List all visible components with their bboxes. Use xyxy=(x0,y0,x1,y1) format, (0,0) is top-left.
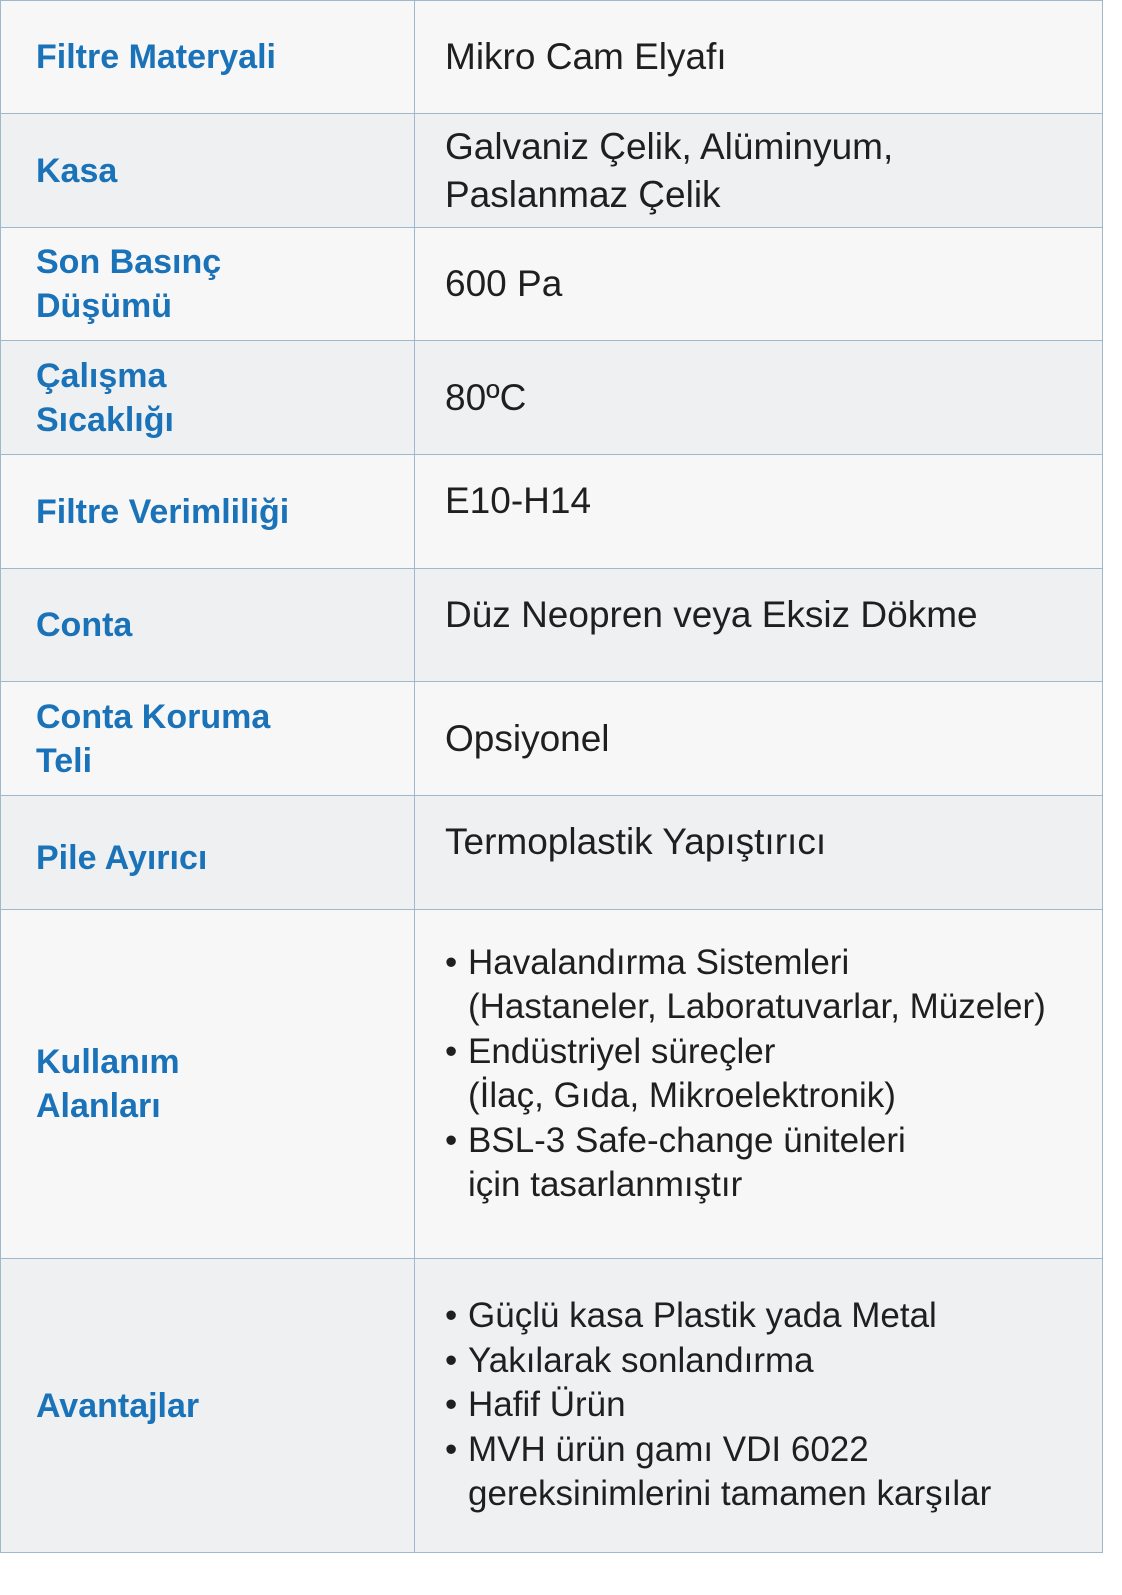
list-item xyxy=(445,1030,1092,1119)
item-line: • MVH ürün gamı VDI 6022 xyxy=(468,1429,869,1469)
value-text: Düz Neopren veya Eksiz Dökme xyxy=(445,594,978,635)
row-label xyxy=(1,228,415,341)
label-text: Avantajlar xyxy=(36,1386,200,1425)
label-line: Kullanım xyxy=(36,1043,180,1081)
spec-row-gasket xyxy=(1,569,1103,682)
label-line: Son Basınç xyxy=(36,243,222,281)
item-line: • BSL-3 Safe-change üniteleri xyxy=(468,1120,906,1160)
item-line: gereksinimlerini tamamen karşılar xyxy=(468,1474,992,1514)
row-label xyxy=(1,796,415,910)
list-item xyxy=(445,1119,1092,1208)
item-line: • Yakılarak sonlandırma xyxy=(468,1340,814,1380)
label-line: Teli xyxy=(36,741,93,780)
advantages-list xyxy=(445,1294,1092,1517)
spec-row-gasket-guard-wire xyxy=(1,682,1103,796)
item-line: • Endüstriyel süreçler xyxy=(468,1031,776,1071)
label-line: Conta Koruma xyxy=(36,697,271,736)
spec-row-filter-material xyxy=(1,1,1103,114)
value-text: 80ºC xyxy=(445,376,527,418)
spec-row-casing xyxy=(1,114,1103,228)
row-label xyxy=(1,455,415,569)
item-line: (Hastaneler, Laboratuvarlar, Müzeler) xyxy=(468,987,1046,1026)
row-value xyxy=(415,910,1103,1259)
row-value xyxy=(415,341,1103,455)
label-line: Düşümü xyxy=(36,287,172,325)
list-item xyxy=(445,941,1092,1030)
row-value xyxy=(415,1,1103,114)
row-label xyxy=(1,682,415,796)
row-label xyxy=(1,1,415,114)
item-line: (İlaç, Gıda, Mikroelektronik) xyxy=(468,1076,896,1115)
item-line: için tasarlanmıştır xyxy=(468,1165,743,1204)
list-item xyxy=(445,1428,1092,1517)
row-value xyxy=(415,455,1103,569)
label-text: Filtre Verimliliği xyxy=(36,492,290,531)
application-list xyxy=(445,941,1092,1208)
item-line: • Hafif Ürün xyxy=(468,1385,626,1425)
label-line: Sıcaklığı xyxy=(36,400,174,439)
label-text: Kasa xyxy=(36,151,118,190)
label-text: Pile Ayırıcı xyxy=(36,838,208,877)
label-text: Filtre Materyali xyxy=(36,38,276,76)
spec-row-application-areas xyxy=(1,910,1103,1259)
row-label xyxy=(1,910,415,1259)
spec-row-advantages xyxy=(1,1259,1103,1553)
spec-row-final-pressure-drop xyxy=(1,228,1103,341)
item-line: • Güçlü kasa Plastik yada Metal xyxy=(468,1296,937,1336)
row-label xyxy=(1,341,415,455)
row-value xyxy=(415,682,1103,796)
label-text: Conta xyxy=(36,606,133,644)
label-line: Alanları xyxy=(36,1087,161,1125)
value-text: 600 Pa xyxy=(445,263,563,304)
value-text: Termoplastik Yapıştırıcı xyxy=(445,821,827,862)
row-value xyxy=(415,228,1103,341)
row-label xyxy=(1,114,415,228)
row-label xyxy=(1,1259,415,1553)
list-item xyxy=(445,1339,1092,1384)
row-value xyxy=(415,1259,1103,1553)
value-line: Paslanmaz Çelik xyxy=(445,173,721,215)
value-text: E10-H14 xyxy=(445,480,592,521)
row-value xyxy=(415,796,1103,910)
row-value xyxy=(415,569,1103,682)
spec-row-operating-temperature xyxy=(1,341,1103,455)
row-value xyxy=(415,114,1103,228)
item-line: • Havalandırma Sistemleri xyxy=(468,942,850,982)
value-text: Mikro Cam Elyafı xyxy=(445,36,727,77)
value-text: Opsiyonel xyxy=(445,717,610,759)
spec-row-filter-efficiency xyxy=(1,455,1103,569)
row-label xyxy=(1,569,415,682)
spec-row-pleat-separator xyxy=(1,796,1103,910)
list-item xyxy=(445,1383,1092,1428)
list-item xyxy=(445,1294,1092,1339)
label-line: Çalışma xyxy=(36,356,167,395)
value-line: Galvaniz Çelik, Alüminyum, xyxy=(445,125,894,167)
